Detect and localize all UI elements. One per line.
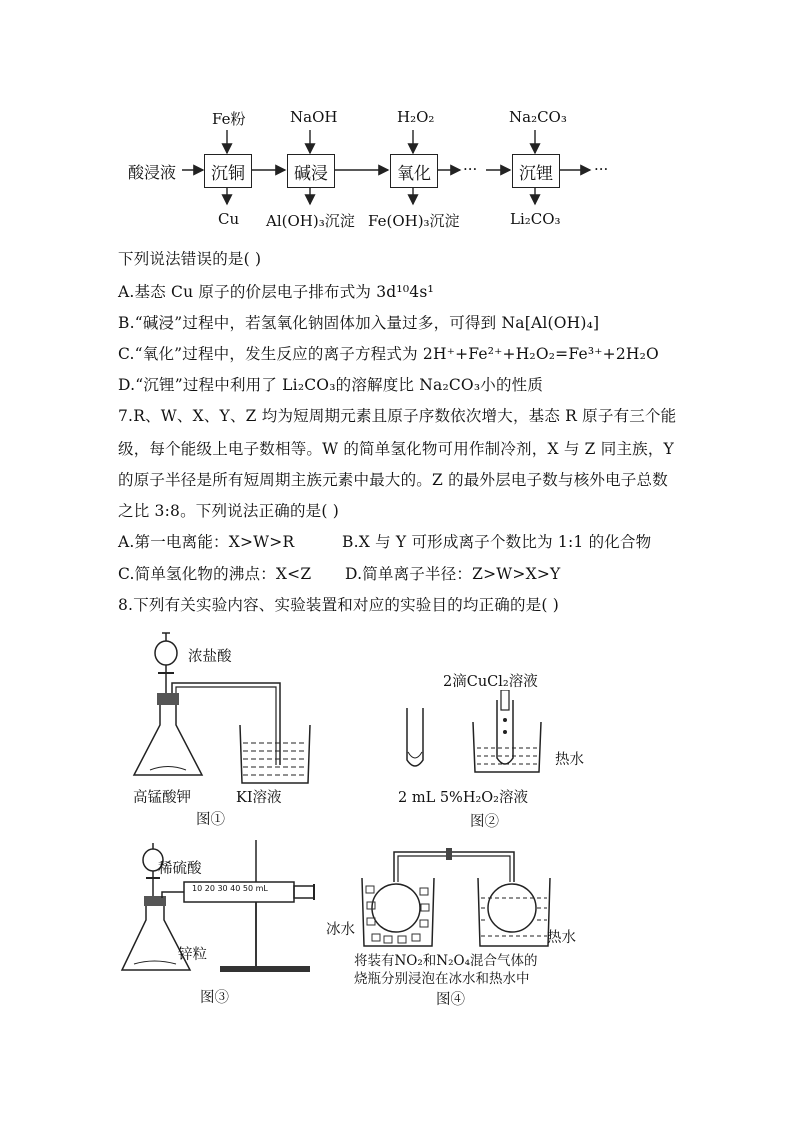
- fig2-label-cucl2: 2滴CuCl₂溶液: [443, 674, 538, 690]
- q7-option-d: D.简单离子半径：Z>W>X>Y: [345, 565, 561, 583]
- flow-reagent-4: Na₂CO₃: [509, 108, 567, 126]
- flow-product-3: Fe(OH)₃沉淀: [368, 212, 460, 230]
- flow-box-step3: 氧化: [390, 154, 438, 188]
- fig3-label-acid: 稀硫酸: [158, 861, 202, 877]
- q7-line-4: 之比 3:8。下列说法正确的是( ): [118, 502, 339, 520]
- fig3-label-zinc: 锌粒: [178, 947, 207, 963]
- flow-product-4: Li₂CO₃: [510, 210, 561, 228]
- q6-option-b: B.“碱浸”过程中，若氢氧化钠固体加入量过多，可得到 Na[Al(OH)₄]: [118, 314, 600, 332]
- fig4-note-line-1: 将装有NO₂和N₂O₄混合气体的: [354, 953, 538, 969]
- flow-ellipsis-1: ···: [463, 160, 478, 178]
- fig4-caption: 图④: [436, 992, 465, 1008]
- flow-reagent-1: Fe粉: [212, 110, 246, 128]
- q8-stem: 8.下列有关实验内容、实验装置和对应的实验目的均正确的是( ): [118, 596, 560, 614]
- flow-product-1: Cu: [218, 210, 240, 228]
- q7-option-c: C.简单氢化物的沸点：X<Z: [118, 565, 312, 583]
- q6-option-a: A.基态 Cu 原子的价层电子排布式为 3d¹⁰4s¹: [118, 283, 434, 301]
- fig1-caption: 图①: [196, 812, 225, 828]
- flow-input: 酸浸液: [128, 163, 177, 182]
- fig3-scale: 10 20 30 40 50 mL: [192, 884, 268, 893]
- flow-ellipsis-2: ···: [594, 160, 609, 178]
- fig3-caption: 图③: [200, 990, 229, 1006]
- fig2-label-hot-water: 热水: [555, 752, 584, 768]
- fig1-label-kmno4: 高锰酸钾: [133, 790, 191, 806]
- fig2-apparatus: [395, 690, 595, 790]
- q7-option-b: B.X 与 Y 可形成离子个数比为 1:1 的化合物: [342, 533, 652, 551]
- flow-product-2: Al(OH)₃沉淀: [266, 212, 355, 230]
- fig1-label-acid: 浓盐酸: [188, 649, 232, 665]
- fig3-apparatus: [118, 840, 333, 980]
- q7-line-1: 7.R、W、X、Y、Z 均为短周期元素且原子序数依次增大，基态 R 原子有三个能: [118, 407, 677, 425]
- fig2-caption: 图②: [470, 814, 499, 830]
- q7-option-a: A.第一电离能：X>W>R: [118, 533, 295, 551]
- fig4-note-line-2: 烧瓶分别浸泡在冰水和热水中: [354, 971, 530, 987]
- fig4-apparatus: [350, 842, 580, 952]
- flow-box-step4: 沉锂: [512, 154, 560, 188]
- flow-reagent-3: H₂O₂: [397, 108, 435, 126]
- flow-reagent-2: NaOH: [290, 108, 338, 126]
- q6-stem: 下列说法错误的是( ): [118, 250, 262, 268]
- fig2-label-h2o2: 2 mL 5%H₂O₂溶液: [398, 790, 528, 806]
- fig4-label-hot-water: 热水: [547, 930, 576, 946]
- flow-box-step1: 沉铜: [204, 154, 252, 188]
- q7-line-2: 级，每个能级上电子数相等。W 的简单氢化物可用作制冷剂，X 与 Z 同主族，Y: [118, 440, 674, 458]
- flow-box-step2: 碱浸: [287, 154, 335, 188]
- fig4-label-ice-water: 冰水: [326, 922, 355, 938]
- q6-option-c: C.“氧化”过程中，发生反应的离子方程式为 2H⁺+Fe²⁺+H₂O₂=Fe³⁺+2H₂O: [118, 345, 659, 363]
- fig1-label-ki: KI溶液: [236, 790, 282, 806]
- q7-line-3: 的原子半径是所有短周期主族元素中最大的。Z 的最外层电子数与核外电子总数: [118, 471, 668, 489]
- q6-option-d: D.“沉锂”过程中利用了 Li₂CO₃的溶解度比 Na₂CO₃小的性质: [118, 376, 544, 394]
